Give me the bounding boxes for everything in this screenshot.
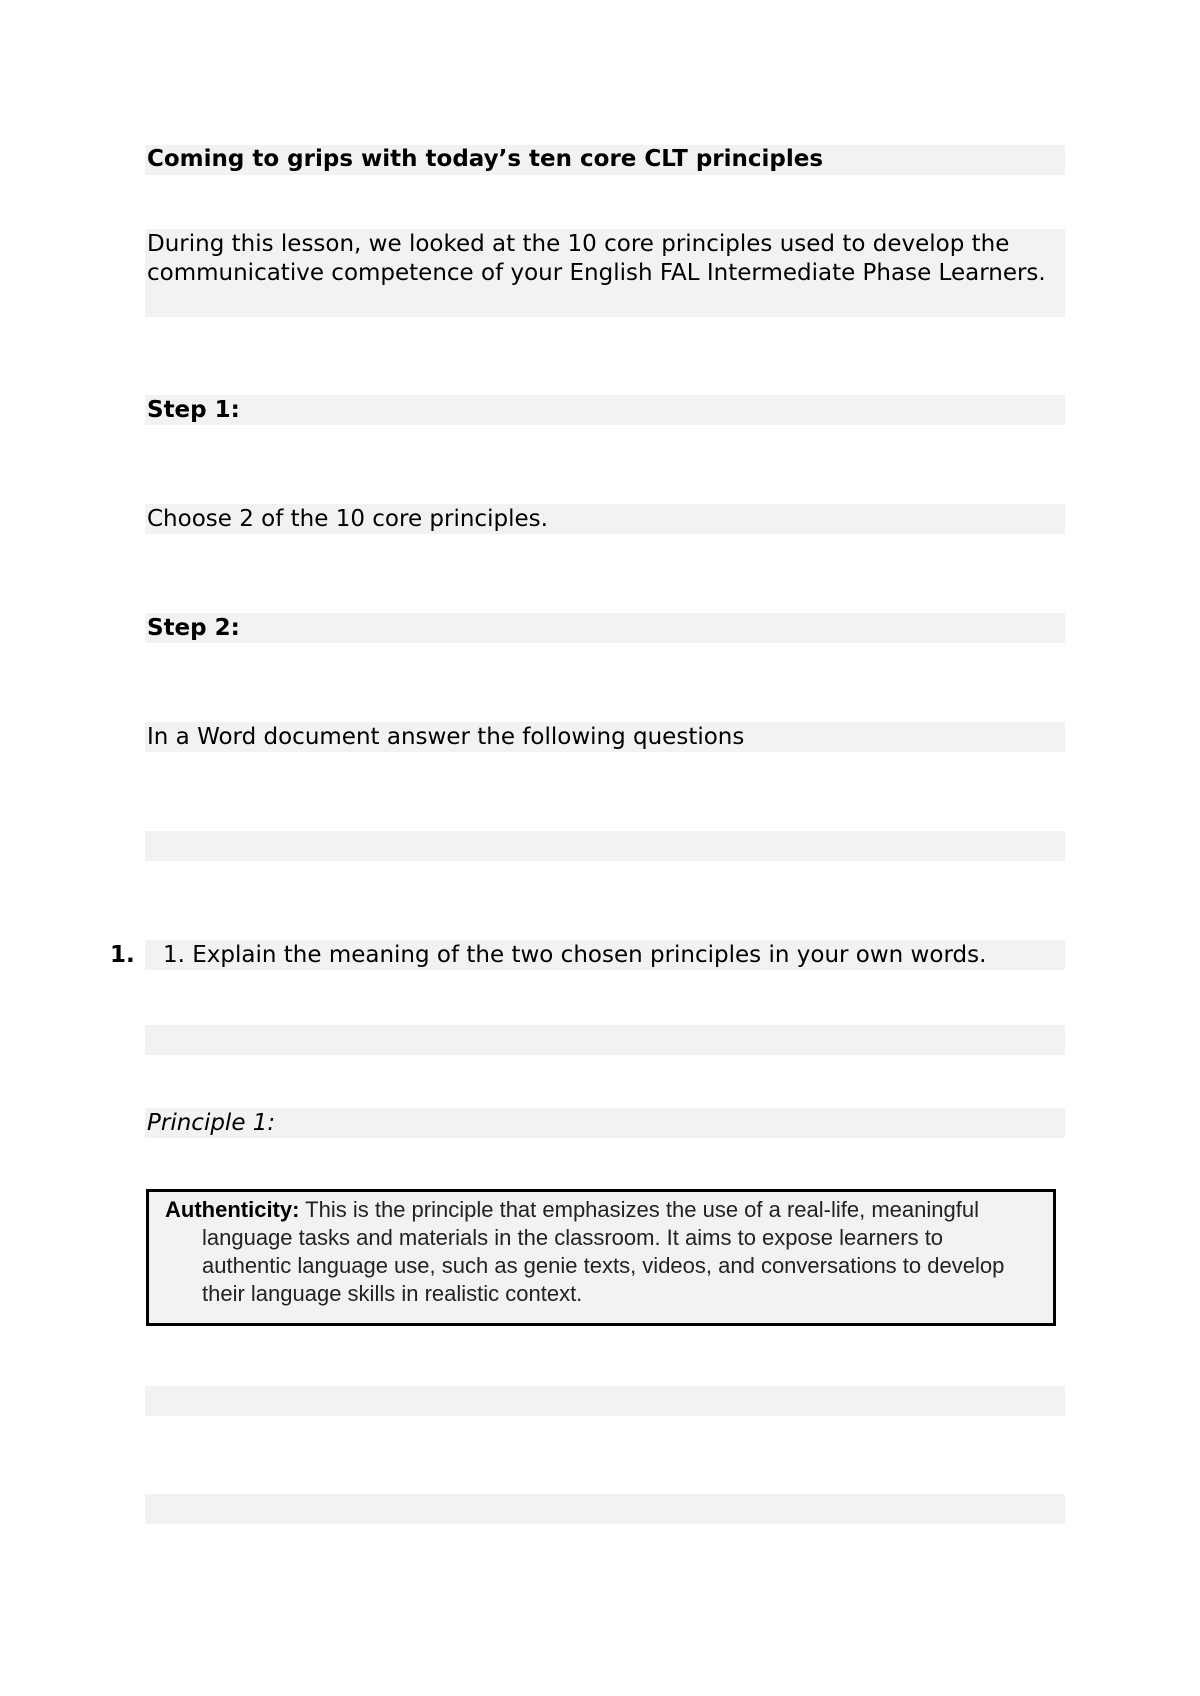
- empty-shaded-line: [145, 831, 1065, 861]
- authenticity-definition-box: [146, 1189, 1056, 1326]
- principle1-label: Principle 1:: [147, 1110, 276, 1136]
- intro-paragraph: During this lesson, we looked at the 10 core principles used to develop the communicative competence of your English FAL Intermediate Phase Learners.: [147, 231, 1046, 286]
- question-1-text: 1. Explain the meaning of the two chosen principles in your own words.: [163, 942, 987, 968]
- document-title: Coming to grips with today’s ten core CLT principles: [147, 146, 824, 172]
- step1-heading: Step 1:: [147, 397, 240, 423]
- empty-shaded-line: [145, 1494, 1065, 1524]
- empty-shaded-line: [145, 1386, 1065, 1416]
- list-number: 1.: [110, 942, 135, 968]
- empty-shaded-line: [145, 1025, 1065, 1055]
- step2-text: In a Word document answer the following questions: [147, 724, 745, 750]
- step2-heading: Step 2:: [147, 615, 240, 641]
- authenticity-definition: This is the principle that emphasizes the use of a real-life, meaningful language tasks and materials in the classroom. It aims to expose learners to authentic language use, such as genie texts, videos, and conversations to develop their language skills in realistic context.: [202, 1197, 1005, 1306]
- step1-text: Choose 2 of the 10 core principles.: [147, 506, 548, 532]
- authenticity-term: Authenticity:: [165, 1197, 300, 1222]
